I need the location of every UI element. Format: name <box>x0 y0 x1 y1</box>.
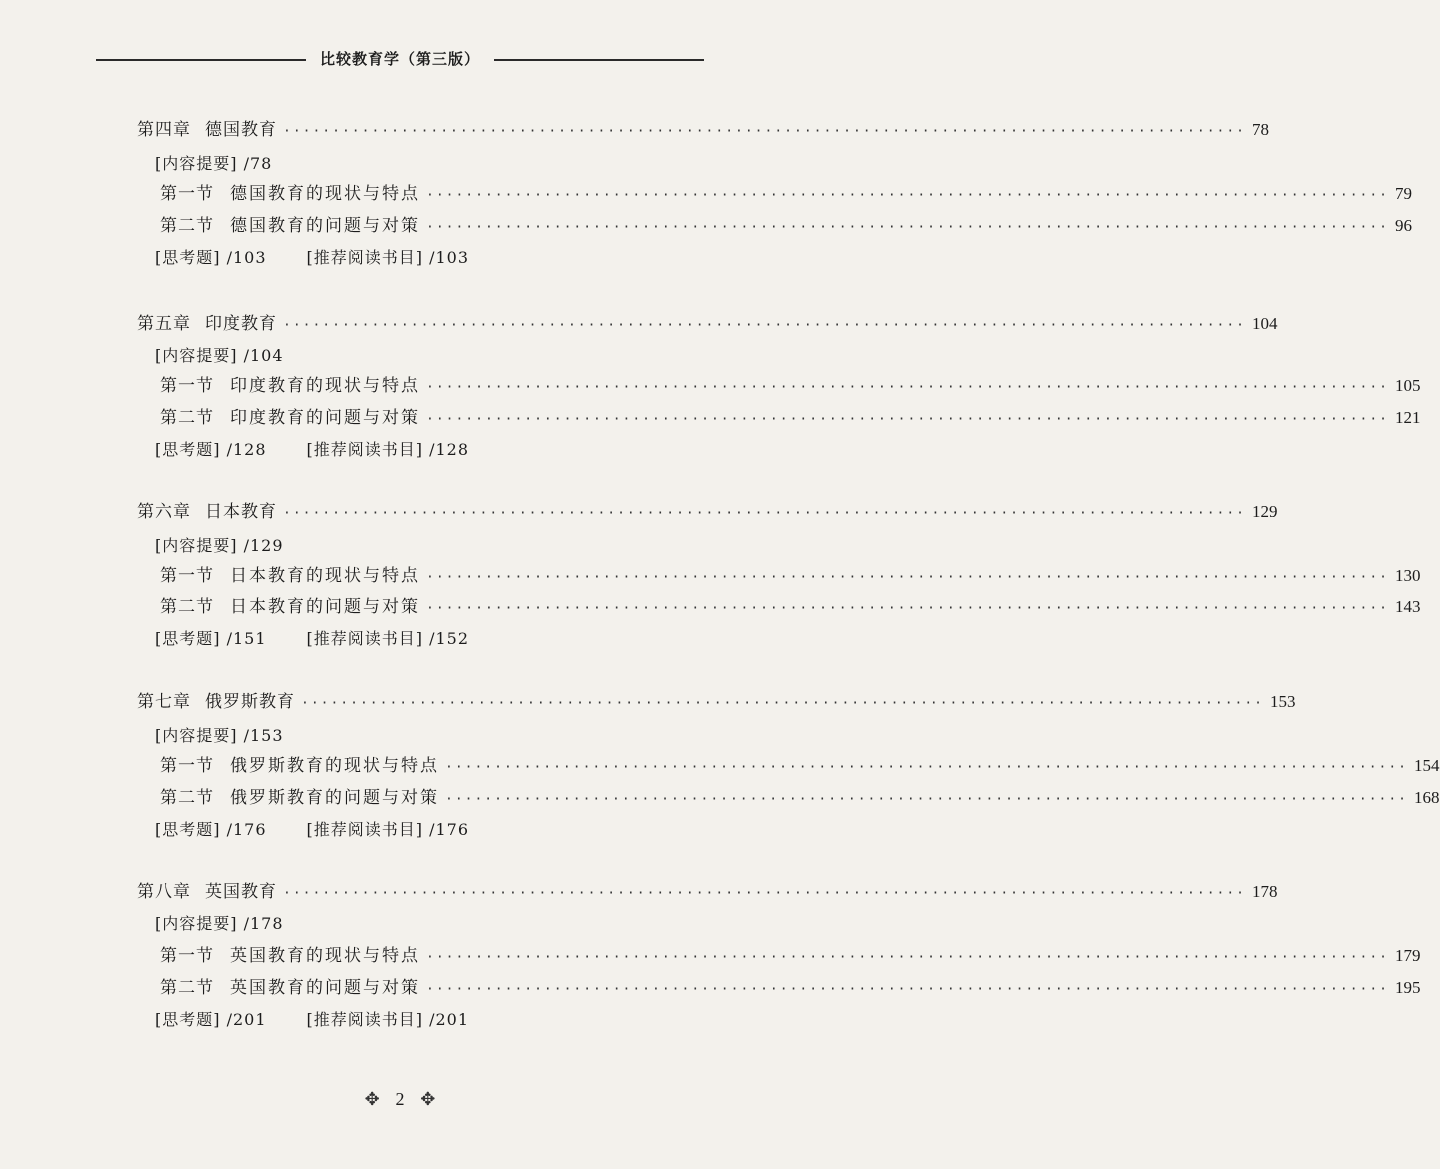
chapter-title: 英国教育 <box>205 882 277 902</box>
section-page-number: 168 <box>1414 788 1440 807</box>
chapter-title: 俄罗斯教育 <box>205 692 295 712</box>
summary-text: [内容提要] /153 <box>155 726 284 745</box>
section-title: 俄罗斯教育的现状与特点 <box>230 756 439 776</box>
reading-list-text: [推荐阅读书目] /128 <box>306 440 470 459</box>
section-title: 俄罗斯教育的问题与对策 <box>230 788 439 808</box>
section-number: 第一节 <box>160 946 214 966</box>
page-footer <box>0 1088 800 1110</box>
section-number: 第二节 <box>160 216 214 236</box>
section-number: 第二节 <box>160 978 214 998</box>
reading-list-text: [推荐阅读书目] /176 <box>306 820 470 839</box>
section-number: 第二节 <box>160 408 214 428</box>
chapter-title: 印度教育 <box>205 314 277 334</box>
supplement-entry[interactable] <box>155 438 469 462</box>
dot-leader: ·································································································· <box>283 506 1247 521</box>
summary-text: [内容提要] /104 <box>155 346 284 365</box>
chapter-page-number: 104 <box>1252 314 1278 333</box>
summary-entry[interactable] <box>155 152 272 176</box>
section-title: 英国教育的问题与对策 <box>230 978 420 998</box>
dot-leader: ·································································································· <box>426 412 1390 427</box>
chapter-label: 第五章 <box>137 314 191 334</box>
dot-leader: ·································································································· <box>426 188 1390 203</box>
section-title: 德国教育的问题与对策 <box>230 216 420 236</box>
chapter-entry[interactable] <box>137 118 1270 144</box>
dot-leader: ·································································································· <box>426 601 1390 616</box>
questions-text: [思考题] /103 <box>155 248 267 267</box>
supplement-entry[interactable] <box>155 246 469 270</box>
summary-entry[interactable] <box>155 344 284 368</box>
summary-text: [内容提要] /178 <box>155 914 284 933</box>
chapter-title: 德国教育 <box>205 120 277 140</box>
supplement-entry[interactable] <box>155 818 469 842</box>
summary-entry[interactable] <box>155 534 284 558</box>
section-entry[interactable] <box>160 182 1413 208</box>
section-page-number: 79 <box>1395 184 1413 203</box>
section-entry[interactable] <box>160 976 1421 1002</box>
chapter-entry[interactable] <box>137 690 1296 716</box>
section-page-number: 195 <box>1395 978 1421 997</box>
ornament-left-icon: ✥ <box>364 1088 380 1110</box>
chapter-label: 第七章 <box>137 692 191 712</box>
questions-text: [思考题] /176 <box>155 820 267 839</box>
section-page-number: 96 <box>1395 216 1413 235</box>
chapter-label: 第六章 <box>137 502 191 522</box>
section-entry[interactable] <box>160 374 1421 400</box>
dot-leader: ·································································································· <box>426 950 1390 965</box>
section-title: 印度教育的问题与对策 <box>230 408 420 428</box>
chapter-label: 第八章 <box>137 882 191 902</box>
section-title: 英国教育的现状与特点 <box>230 946 420 966</box>
section-entry[interactable] <box>160 214 1413 240</box>
section-entry[interactable] <box>160 406 1421 432</box>
section-title: 印度教育的现状与特点 <box>230 376 420 396</box>
dot-leader: ·································································································· <box>283 886 1247 901</box>
questions-text: [思考题] /201 <box>155 1010 267 1029</box>
reading-list-text: [推荐阅读书目] /152 <box>306 629 470 648</box>
section-number: 第一节 <box>160 184 214 204</box>
section-entry[interactable] <box>160 595 1421 621</box>
section-entry[interactable] <box>160 786 1440 812</box>
dot-leader: ·································································································· <box>283 318 1247 333</box>
ornament-right-icon: ✥ <box>420 1088 436 1110</box>
section-number: 第一节 <box>160 756 214 776</box>
section-page-number: 130 <box>1395 566 1421 585</box>
chapter-entry[interactable] <box>137 880 1278 906</box>
dot-leader: ·································································································· <box>445 792 1409 807</box>
chapter-page-number: 129 <box>1252 502 1278 521</box>
reading-list-text: [推荐阅读书目] /201 <box>306 1010 470 1029</box>
section-entry[interactable] <box>160 754 1440 780</box>
section-number: 第一节 <box>160 376 214 396</box>
chapter-title: 日本教育 <box>205 502 277 522</box>
chapter-entry[interactable] <box>137 500 1278 526</box>
dot-leader: ·································································································· <box>283 124 1247 139</box>
section-entry[interactable] <box>160 944 1421 970</box>
running-header <box>96 44 704 74</box>
section-number: 第二节 <box>160 597 214 617</box>
dot-leader: ·································································································· <box>426 220 1390 235</box>
section-page-number: 121 <box>1395 408 1421 427</box>
dot-leader: ·································································································· <box>445 760 1409 775</box>
questions-text: [思考题] /128 <box>155 440 267 459</box>
chapter-page-number: 178 <box>1252 882 1278 901</box>
book-title: 比较教育学（第三版） <box>306 44 494 74</box>
section-page-number: 105 <box>1395 376 1421 395</box>
supplement-entry[interactable] <box>155 1008 469 1032</box>
dot-leader: ·································································································· <box>426 380 1390 395</box>
section-number: 第二节 <box>160 788 214 808</box>
chapter-page-number: 153 <box>1270 692 1296 711</box>
summary-text: [内容提要] /129 <box>155 536 284 555</box>
section-title: 德国教育的现状与特点 <box>230 184 420 204</box>
dot-leader: ·································································································· <box>301 696 1265 711</box>
summary-entry[interactable] <box>155 724 284 748</box>
section-entry[interactable] <box>160 564 1421 590</box>
dot-leader: ·································································································· <box>426 982 1390 997</box>
summary-entry[interactable] <box>155 912 284 936</box>
chapter-entry[interactable] <box>137 312 1278 338</box>
section-title: 日本教育的现状与特点 <box>230 566 420 586</box>
reading-list-text: [推荐阅读书目] /103 <box>306 248 470 267</box>
chapter-page-number: 78 <box>1252 120 1270 139</box>
section-page-number: 154 <box>1414 756 1440 775</box>
section-title: 日本教育的问题与对策 <box>230 597 420 617</box>
dot-leader: ·································································································· <box>426 570 1390 585</box>
chapter-label: 第四章 <box>137 120 191 140</box>
section-page-number: 179 <box>1395 946 1421 965</box>
section-page-number: 143 <box>1395 597 1421 616</box>
page-number: 2 <box>395 1088 405 1109</box>
questions-text: [思考题] /151 <box>155 629 267 648</box>
section-number: 第一节 <box>160 566 214 586</box>
summary-text: [内容提要] /78 <box>155 154 273 173</box>
supplement-entry[interactable] <box>155 627 469 651</box>
